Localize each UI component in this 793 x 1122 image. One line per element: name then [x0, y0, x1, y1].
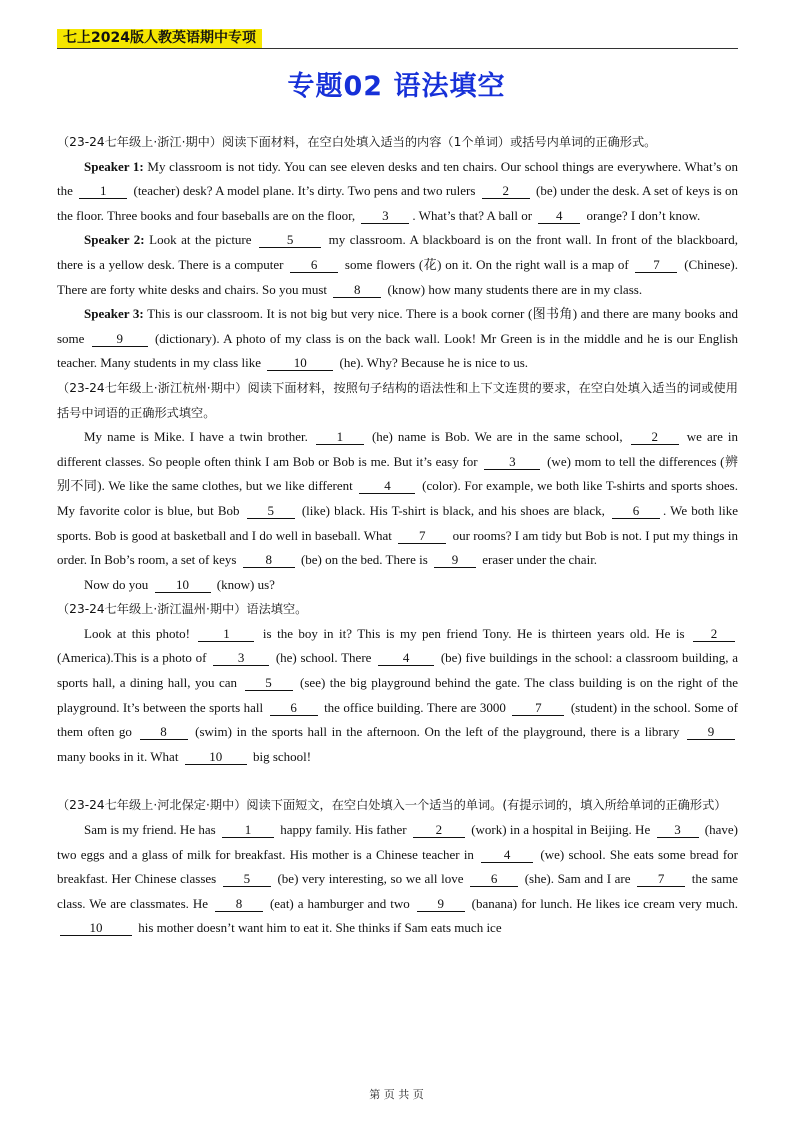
text: Look at the picture: [144, 232, 257, 248]
text: (know) how many students there are in my class.: [384, 281, 643, 297]
section-gap: [57, 769, 738, 793]
speaker-label: Speaker 2:: [84, 232, 145, 248]
text: (be) five buildings in the school: a classroom building, a sports hall, a dining hall, you can: [57, 650, 738, 691]
text: Now do you: [84, 576, 152, 592]
text: (have) two eggs and a glass of milk for breakfast. His mother is a Chinese teacher in: [57, 822, 739, 862]
blank-3[interactable]: 3: [484, 454, 540, 470]
blank-7[interactable]: 7: [635, 257, 677, 273]
blank-8[interactable]: 8: [333, 282, 381, 298]
text: happy family. His father: [276, 822, 410, 838]
blank-9[interactable]: 9: [687, 724, 735, 740]
text: (know) us?: [213, 576, 275, 592]
blank-6[interactable]: 6: [470, 871, 518, 887]
text: . What’s that? A ball or: [412, 207, 536, 223]
text: (see) the big playground behind the gate. The class building is on the right of the playground. It’s between the sports hall: [57, 675, 738, 715]
text: (we) school. She eats some bread for breakfast. Her Chinese classes: [57, 846, 738, 887]
text: (he) name is Bob. We are in the same school,: [366, 429, 628, 445]
text: big school!: [249, 748, 312, 764]
text: (be) on the bed. There is: [297, 552, 432, 568]
text: . We both like sports. Bob is good at basketball and I do well in baseball. What: [57, 502, 738, 543]
section-1-speaker-3: [57, 302, 738, 376]
blank-1[interactable]: 1: [198, 626, 254, 642]
section-1-speaker-1: [57, 155, 738, 229]
document-body: [57, 130, 738, 941]
text: (eat) a hamburger and two: [265, 895, 414, 911]
text: (he). Why? Because he is nice to us.: [336, 355, 529, 371]
speaker-label: Speaker 3:: [84, 306, 144, 322]
section-2-intro: （23-24七年级上·浙江杭州·期中）阅读下面材料，按照句子结构的语法性和上下文连贯的要求，在空白处填入适当的词或使用括号中词语的正确形式填空。: [57, 380, 738, 420]
section-2-paragraph-1: [57, 425, 738, 573]
text: (student) in the school. Some of them often go: [57, 699, 738, 740]
text: (teacher) desk? A model plane. It’s dirty. Two pens and two rulers: [130, 183, 479, 199]
text: Look at this photo!: [84, 625, 196, 641]
text: (banana) for lunch. He likes ice cream very much.: [467, 895, 738, 911]
text: (be) very interesting, so we all love: [273, 871, 468, 887]
blank-2[interactable]: 2: [693, 626, 735, 642]
section-2-paragraph-2: [57, 573, 738, 598]
header-tag: 七上2024版人教英语期中专项: [57, 29, 262, 48]
text: (like) black. His T-shirt is black, and his shoes are black,: [297, 502, 609, 518]
blank-9[interactable]: 9: [92, 331, 148, 347]
text: is the boy in it? This is my pen friend Tony. He is thirteen years old. He is: [257, 625, 690, 641]
blank-2[interactable]: 2: [631, 429, 679, 445]
text: (color). For example, we both like T-shirts and sports shoes. My favorite color is blue, but Bob: [57, 478, 738, 518]
blank-10[interactable]: 10: [185, 749, 247, 765]
blank-10[interactable]: 10: [155, 577, 211, 593]
blank-6[interactable]: 6: [270, 700, 318, 716]
blank-10[interactable]: 10: [267, 355, 333, 371]
blank-5[interactable]: 5: [259, 232, 321, 248]
blank-9[interactable]: 9: [417, 896, 465, 912]
text: we are in different classes. So people often think I am Bob or Bob is me. But it’s easy for: [57, 429, 739, 469]
text: (she). Sam and I are: [521, 871, 635, 887]
text: eraser under the chair.: [479, 552, 598, 568]
text: our rooms? I am tidy but Bob is not. I put my things in order. In Bob’s room, a set of keys: [57, 527, 739, 568]
blank-2[interactable]: 2: [413, 822, 465, 838]
header-divider: [57, 48, 738, 49]
section-3-intro: （23-24七年级上·浙江温州·期中）语法填空。: [57, 602, 308, 617]
text: (dictionary). A photo of my class is on the back wall. Look! Mr Green is in the middle and he is our English teacher. Many students in my class like: [57, 330, 738, 371]
text: (he) school. There: [272, 650, 376, 666]
blank-8[interactable]: 8: [215, 896, 263, 912]
text: his mother doesn’t want him to eat it. She thinks if Sam eats much ice: [135, 920, 502, 936]
blank-4[interactable]: 4: [538, 208, 580, 224]
blank-3[interactable]: 3: [657, 822, 699, 838]
blank-9[interactable]: 9: [434, 552, 476, 568]
text: (Chinese). There are forty white desks and chairs. So you must: [57, 256, 739, 297]
text: My name is Mike. I have a twin brother.: [84, 429, 313, 445]
blank-4[interactable]: 4: [378, 650, 434, 666]
page-title: 专题02 语法填空: [287, 71, 506, 102]
text: Sam is my friend. He has: [84, 822, 219, 838]
blank-6[interactable]: 6: [612, 503, 660, 519]
blank-6[interactable]: 6: [290, 257, 338, 273]
blank-5[interactable]: 5: [245, 675, 293, 691]
text: (be) under the desk. A set of keys is on the floor. Three books and four baseballs are on the floor,: [57, 183, 738, 223]
text: some flowers (花) on it. On the right wall is a map of: [341, 256, 633, 272]
text: (swim) in the sports hall in the afternoon. On the left of the playground, there is a library: [190, 724, 684, 740]
blank-4[interactable]: 4: [359, 478, 415, 494]
blank-3[interactable]: 3: [361, 208, 409, 224]
blank-1[interactable]: 1: [316, 429, 364, 445]
blank-7[interactable]: 7: [637, 871, 685, 887]
section-4-intro: （23-24七年级上·河北保定·期中）阅读下面短文，在空白处填入一个适当的单词。(有提示词的，填入所给单词的正确形式）: [57, 798, 727, 813]
text: (we) mom to tell the differences (辨别不同). We like the same clothes, but we like different: [57, 453, 738, 494]
blank-5[interactable]: 5: [223, 871, 271, 887]
text: the office building. There are 3000: [320, 699, 510, 715]
text: (America).This is a photo of: [57, 650, 211, 666]
blank-7[interactable]: 7: [398, 528, 446, 544]
page-footer: 第 页 共 页: [369, 1088, 424, 1101]
blank-7[interactable]: 7: [512, 700, 564, 716]
section-3-paragraph: [57, 622, 738, 770]
blank-2[interactable]: 2: [482, 183, 530, 199]
blank-5[interactable]: 5: [247, 503, 295, 519]
blank-8[interactable]: 8: [140, 724, 188, 740]
section-1-speaker-2: [57, 228, 738, 302]
blank-10[interactable]: 10: [60, 920, 132, 936]
speaker-label: Speaker 1:: [84, 158, 144, 174]
blank-4[interactable]: 4: [481, 847, 533, 863]
blank-1[interactable]: 1: [79, 183, 127, 199]
blank-8[interactable]: 8: [243, 552, 295, 568]
blank-1[interactable]: 1: [222, 822, 274, 838]
text: many books in it. What: [57, 748, 182, 764]
text: (work) in a hospital in Beijing. He: [467, 822, 654, 838]
text: This is our classroom. It is not big but very nice. There is a book corner (图书角) and there are many books and some: [57, 306, 738, 346]
text: My classroom is not tidy. You can see eleven desks and ten chairs. Our school things are everywhere. What’s on the: [57, 158, 738, 199]
section-1-intro: （23-24七年级上·浙江·期中）阅读下面材料，在空白处填入适当的内容（1个单词）或括号内单词的正确形式。: [57, 135, 657, 149]
section-4-paragraph: [57, 818, 738, 941]
text: my classroom. A blackboard is on the front wall. In front of the blackboard, there is a yellow desk. There is a computer: [57, 232, 738, 272]
text: the same class. We are classmates. He: [57, 871, 738, 911]
blank-3[interactable]: 3: [213, 650, 269, 666]
text: orange? I don’t know.: [583, 207, 701, 223]
